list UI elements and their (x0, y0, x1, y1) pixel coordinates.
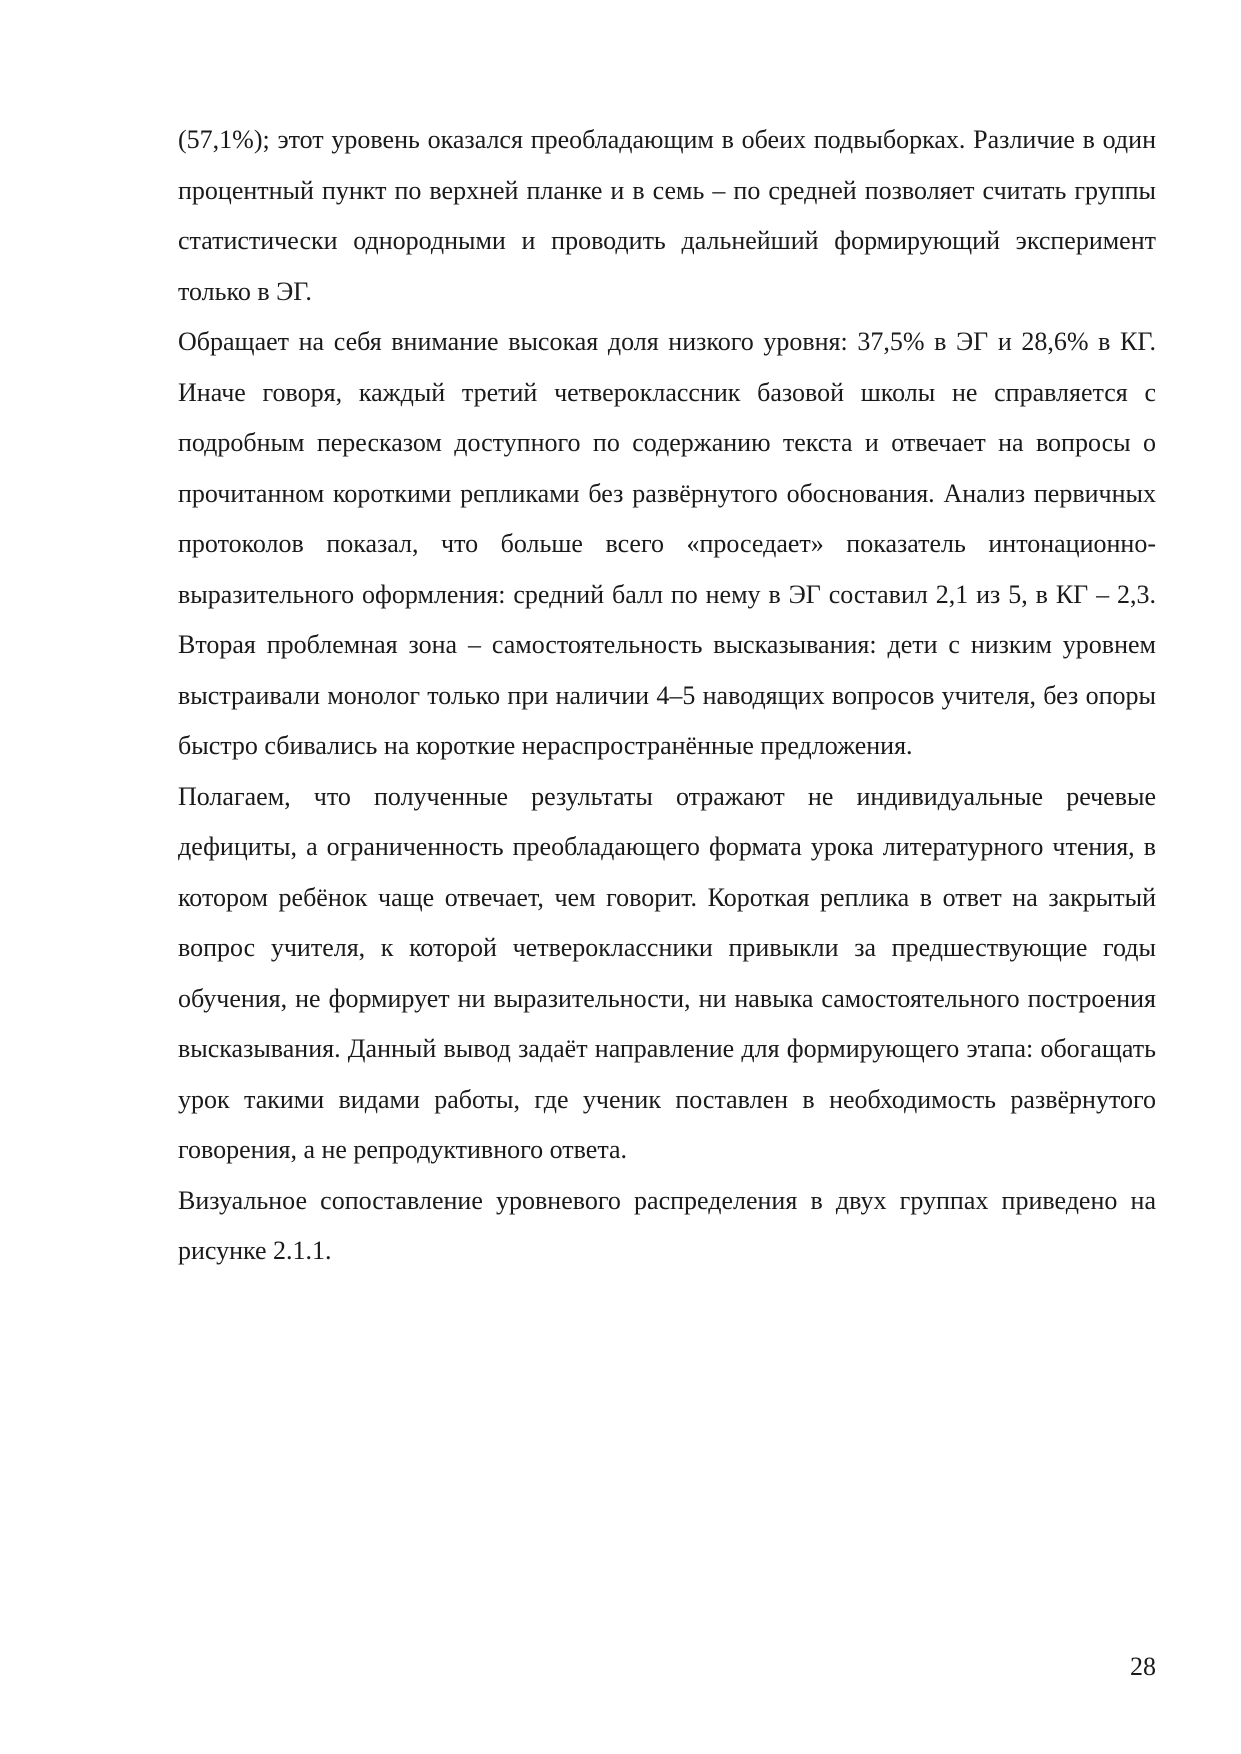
page-number: 28 (1130, 1652, 1156, 1681)
paragraph-1: (57,1%); этот уровень оказался преобладающим в обеих подвыборках. Различие в один процентный пункт по верхней планке и в семь – по средней позволяет считать группы статистически однородными и проводить дальнейший формирующий эксперимент только в ЭГ. (178, 125, 1156, 306)
paragraph-3: Полагаем, что полученные результаты отражают не индивидуальные речевые дефициты, а ограниченность преобладающего формата урока литературного чтения, в котором ребёнок чаще отвечает, чем говорит. Короткая реплика в ответ на закрытый вопрос учителя, к которой четвероклассники привыкли за предшествующие годы обучения, не формирует ни выразительности, ни навыка самостоятельного построения высказывания. Данный вывод задаёт направление для формирующего этапа: обогащать урок такими видами работы, где ученик поставлен в необходимость развёрнутого говорения, а не репродуктивного ответа. (178, 781, 1156, 1164)
paragraph-4: Визуальное сопоставление уровневого распределения в двух группах приведено на рисунке 2.1.1. (178, 1185, 1156, 1265)
paragraph-2: Обращает на себя внимание высокая доля низкого уровня: 37,5% в ЭГ и 28,6% в КГ. Иначе говоря, каждый третий четвероклассник базовой школы не справляется с подробным пересказом доступного по содержанию текста и отвечает на вопросы о прочитанном короткими репликами без развёрнутого обоснования. Анализ первичных протоколов показал, что больше всего «проседает» показатель интонационно-выразительного оформления: средний балл по нему в ЭГ составил 2,1 из 5, в КГ – 2,3. Вторая проблемная зона – самостоятельность высказывания: дети с низким уровнем выстраивали монолог только при наличии 4–5 наводящих вопросов учителя, без опоры быстро сбивались на короткие нераспространённые предложения. (178, 327, 1156, 760)
text-body (178, 115, 1156, 1277)
